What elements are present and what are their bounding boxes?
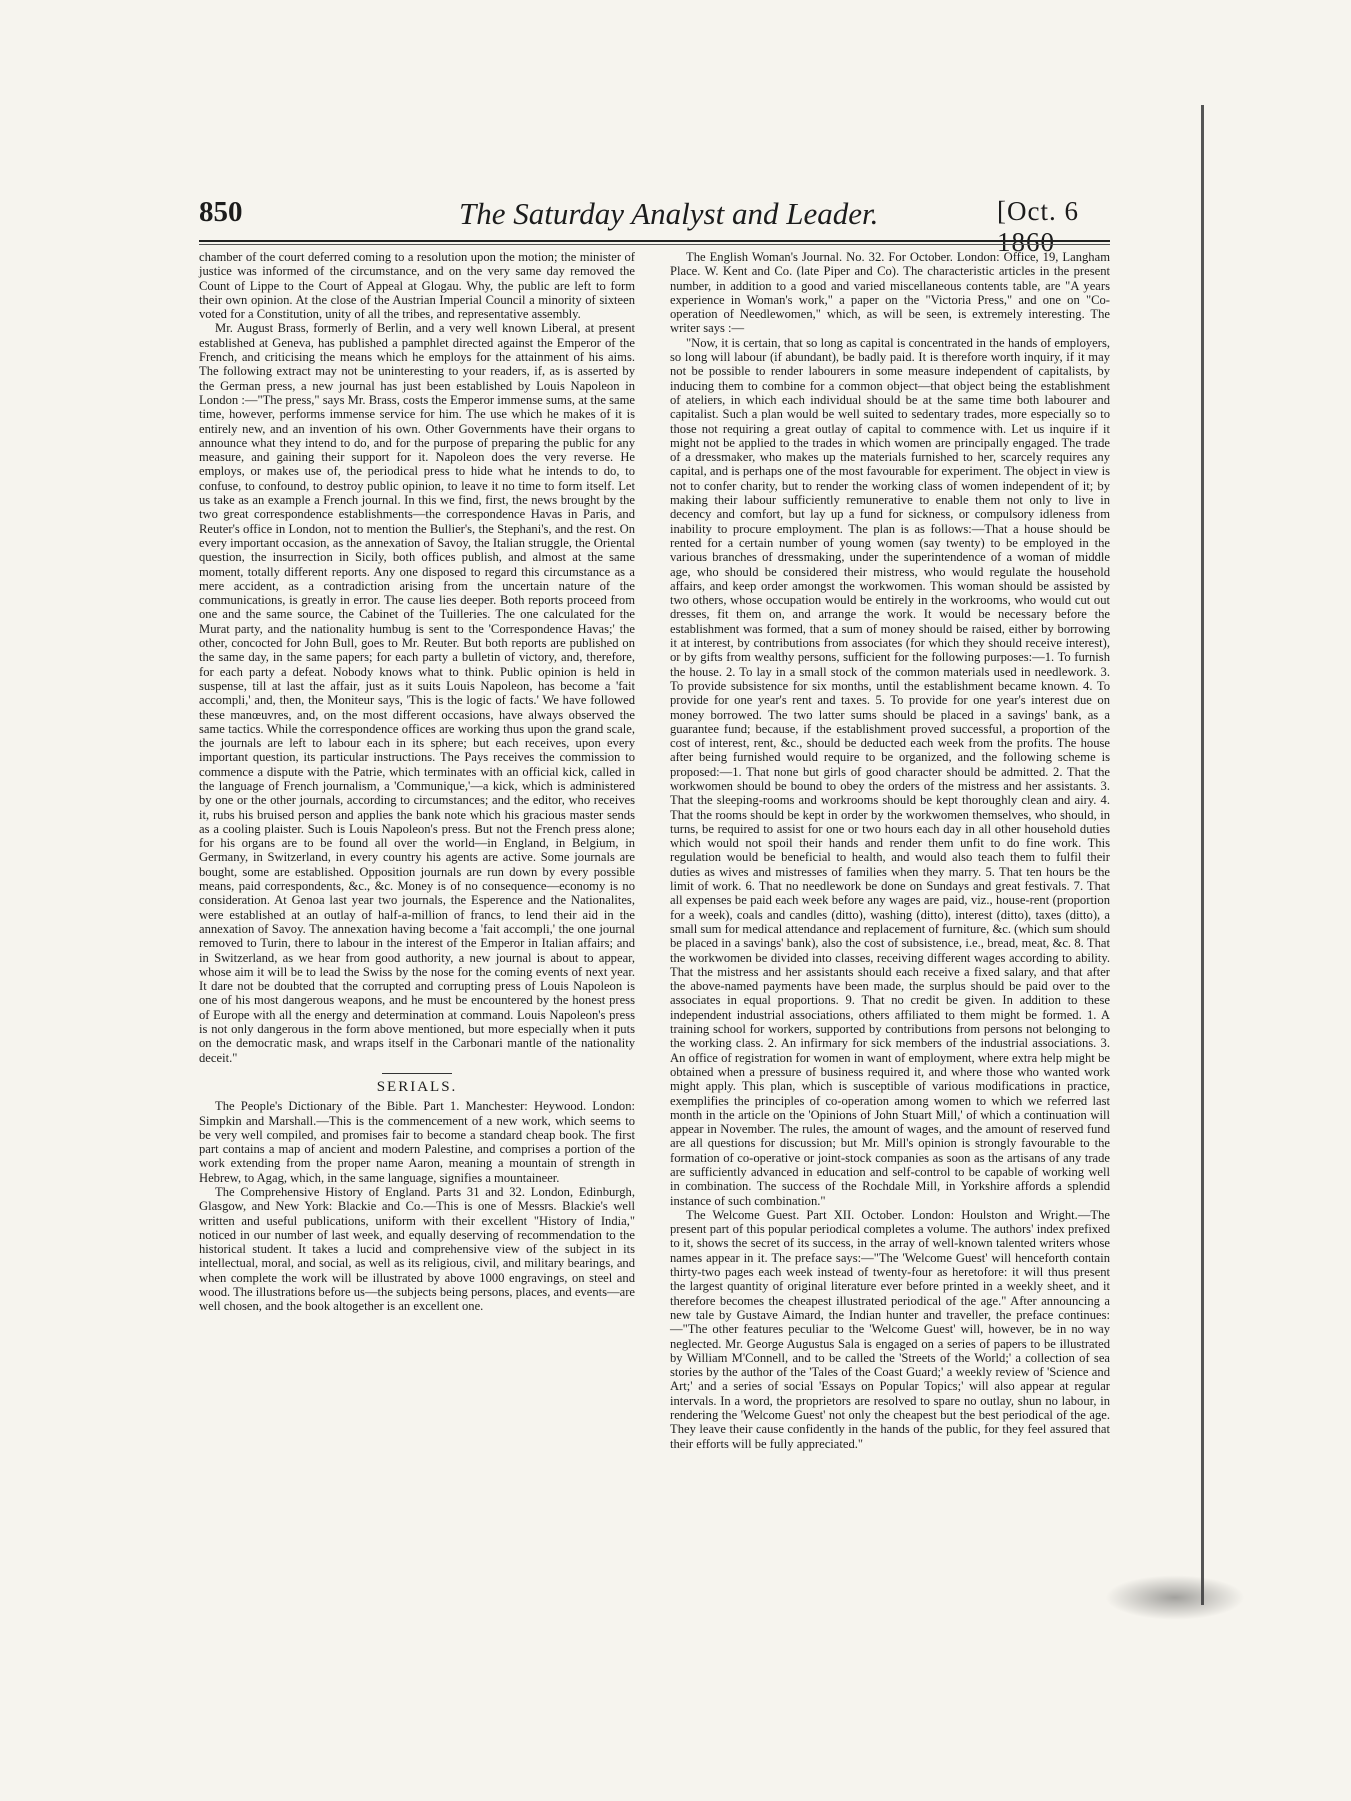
right-column — [670, 250, 1110, 1451]
serial-review: The Welcome Guest. Part XII. October. London: Houlston and Wright.—The present part of this popular periodical completes a volume. The authors' index prefixed to it, shows the secret of its success, in the array of well-known talented writers whose names appear in it. The preface says:—"The 'Welcome Guest' will henceforth contain thirty-two pages each week instead of twenty-four as heretofore: it will thus present the largest quantity of original literature ever before printed in a weekly sheet, and it therefore becomes the cheapest illustrated periodical of the age." After announcing a new tale by Gustave Aimard, the Indian hunter and traveller, the preface continues:—"The other features peculiar to the 'Welcome Guest' will, however, be in no way neglected. Mr. George Augustus Sala is engaged on a series of papers to be illustrated by William M'Connell, and to be called the 'Streets of the World;' a collection of sea stories by the author of the 'Tales of the Coast Guard;' a weekly review of 'Science and Art;' and a series of social 'Essays on Popular Topics;' will also appear at regular intervals. In a word, the proprietors are resolved to spare no outlay, shun no labour, in rendering the 'Welcome Guest' not only the cheapest but the best periodical of the age. They leave their cause confidently in the hands of the public, for they feel assured that their efforts will be fully appreciated." — [670, 1207, 1110, 1451]
publication-title: The Saturday Analyst and Leader. — [459, 196, 879, 231]
section-heading: SERIALS. — [376, 1078, 458, 1095]
section-divider — [382, 1073, 452, 1074]
article-paragraph: Mr. August Brass, formerly of Berlin, and a very well known Liberal, at present established at Geneva, has published a pamphlet directed against the Emperor of the French, and criticising the means which he employs for the attainment of his aims. The following extract may not be uninteresting to your readers, if, as is asserted by the German press, a new journal has just been established by Louis Napoleon in London :—"The press," says Mr. Brass, costs the Emperor immense sums, at the same time, however, performs immense service for him. The use which he makes of it is entirely new, and an invention of his own. Other Governments have their organs to announce what they intend to do, and for the purpose of preparing the public for any measure, and gaining their support for it. Napoleon does the very reverse. He employs, or makes use of, the periodical press to hide what he intends to do, to confuse, to confound, to destroy public opinion, to leave it no time to form itself. Let us take as an example a French journal. In this we find, first, the news brought by the two great correspondence establishments—the correspondence Havas in Paris, and Reuter's office in London, not to mention the Bullier's, the Stephani's, and the rest. On every important occasion, as the annexation of Savoy, the Italian struggle, the Oriental question, the insurrection in Sicily, both offices publish, and almost at the same moment, totally different reports. Any one disposed to regard this circumstance as a mere accident, as a contradiction arising from the uncertain nature of the communications, is greatly in error. The cause lies deeper. Both reports proceed from one and the same source, the Cabinet of the Tuilleries. The one calculated for the Murat party, and the nationality humbug is sent to the 'Correspondence Havas;' the other, concocted for John Bull, goes to Mr. Reuter. But both reports are published on the same day, in the same papers; for each party a bulletin of victory, and, therefore, for each party a defeat. Nobody knows what to think. Public opinion is held in suspense, till at last the affair, just as it suits Louis Napoleon, has become a 'fait accompli,' and, then, the Moniteur says, 'This is the logic of facts.' We have followed these manœuvres, and, on the most different occasions, have always observed the same tactics. While the correspondence offices are working thus upon the grand scale, the journals are left to labour each in its sphere; but each receives, upon every important question, its particular instructions. The Pays receives the commission to commence a dispute with the Patrie, which terminates with an official kick, called in the language of French journalism, a 'Communique,'—a kick, which is administered by one or the other journals, according to circumstances; and the editor, who receives it, rubs his bruised person and applies the bank note which his gracious master sends as a cooling plaister. Such is Louis Napoleon's press. But not the French press alone; for his organs are to be found all over the world—in England, in Belgium, in Germany, in Switzerland, in every country his agents are active. Some journals are bought, some are established. Opposition journals are run down by every possible means, paid correspondents, &c., &c. Money is of no consequence—economy is no consideration. At Genoa last year two journals, the Esperence and the Nationalites, were established at an outlay of half-a-million of francs, to lend their aid in the annexation of Savoy. The annexation having become a 'fait accompli,' the one journal removed to Turin, there to labour in the interest of the Emperor in Italian affairs; and in Switzerland, as we hear from good authority, a new journal is about to appear, whose aim it will be to lead the Swiss by the nose for the coming events of next year. It dare not be doubted that the corrupted and corrupting press of Louis Napoleon is one of his most dangerous weapons, and he must be encountered by the honest press of Europe with all the energy and determination at command. Louis Napoleon's press is not only dangerous in the form above mentioned, but more especially when it puts on the democratic mask, and wraps itself in the Carbonari mantle of the nationality deceit." — [199, 321, 635, 1065]
ink-smudge — [1105, 1575, 1245, 1620]
serial-review: The People's Dictionary of the Bible. Part 1. Manchester: Heywood. London: Simpkin and Marshall.—This is the commencement of a new work, which seems to be very well compiled, and promises fair to become a standard cheap book. The first part contains a map of ancient and modern Palestine, and comprises a portion of the work extending from the proper name Aaron, meaning a mountain of strength in Hebrew, to Agag, which, in the same language, signifies a mountaineer. — [199, 1099, 635, 1185]
header-rule-thin — [199, 244, 1110, 245]
header-rule — [199, 240, 1110, 242]
serial-review: The Comprehensive History of England. Parts 31 and 32. London, Edinburgh, Glasgow, and New York: Blackie and Co.—This is one of Messrs. Blackie's well written and useful publications, uniform with their excellent "History of India," noticed in our number of last week, and equally deserving of recommendation to the historical student. It takes a lucid and comprehensive view of the subject in its intellectual, moral, and social, as well as its religious, civil, and military bearings, and when complete the work will be illustrated by above 1000 engravings, on steel and wood. The illustrations before us—the subjects being persons, places, and events—are well chosen, and the book altogether is an excellent one. — [199, 1185, 635, 1314]
page-header — [199, 196, 1110, 257]
quoted-extract: "Now, it is certain, that so long as capital is concentrated in the hands of employers, so long will labour (if abundant), be badly paid. It is therefore worth inquiry, if it may not be possible to render labourers in some measure independent of capitalists, by inducing them to combine for a common object—that object being the establishment of ateliers, in which each individual should be at the same time both labourer and capitalist. Such a plan would be well suited to sedentary trades, more especially so to those not requiring a great outlay of capital to commence with. Let us inquire if it might not be applied to the trades in which women are principally engaged. The trade of a dressmaker, who makes up the materials furnished to her, scarcely requires any capital, and is perhaps one of the most favourable for experiment. The object in view is not to confer charity, but to render the working class of women independent of it; by making their labour sufficiently remunerative to enable them not only to live in decency and comfort, but lay up a fund for sickness, or compulsory idleness from inability to procure employment. The plan is as follows:—That a house should be rented for a certain number of young women (say twenty) to be employed in the various branches of dressmaking, under the superintendence of a woman of middle age, who should be considered their mistress, who would regulate the household affairs, and keep order amongst the workwomen. This woman should be assisted by two others, whose occupation would be entirely in the workrooms, who would cut out dresses, fit them on, and arrange the work. It would be necessary before the establishment was formed, that a sum of money should be raised, either by borrowing it at interest, by contributions from associates (for which they should receive interest), or by gifts from wealthy persons, sufficient for the following purposes:—1. To furnish the house. 2. To lay in a small stock of the common materials used in needlework. 3. To provide subsistence for six months, until the establishment became known. 4. To provide for one year's rent and taxes. 5. To provide for one year's interest due on money borrowed. The two latter sums should be placed in a savings' bank, as a guarantee fund; because, if the establishment proved successful, a proportion of the cost of interest, rent, &c., should be deducted each week from the profits. The house after being furnished would require to be organized, and the following scheme is proposed:—1. That none but girls of good character should be admitted. 2. That the workwomen should be bound to obey the orders of the mistress and her assistants. 3. That the sleeping-rooms and workrooms should be kept thoroughly clean and airy. 4. That the rooms should be kept in order by the workwomen themselves, who should, in turns, be required to assist for one or two hours each day in all other household duties which would not spoil their hands and render them unfit to do fine work. This regulation would be beneficial to health, and would also teach them to fulfil their duties as wives and mistresses of families when they marry. 5. That ten hours be the limit of work. 6. That no needlework be done on Sundays and great festivals. 7. That all expenses be paid each week before any wages are paid, viz., house-rent (proportion for a week), coals and candles (ditto), washing (ditto), interest (ditto), taxes (ditto), a small sum for medical attendance and replacement of furniture, &c. (which sum should be placed in a savings' bank), also the cost of subsistence, i.e., bread, meat, &c. 8. That the workwomen be divided into classes, receiving different wages according to ability. That the mistress and her assistants should each receive a fixed salary, and that after the above-named payments have been made, the surplus should be paid over to the associates in equal proportions. 9. That no credit be given. In addition to these independent industrial associations, others affiliated to them might be formed. 1. A training school for workers, supported by contributions from persons not belonging to the working class. 2. An infirmary for sick members of the industrial associations. 3. An office of registration for women in want of employment, where extra help might be obtained when a pressure of business required it, and where those who wanted work might apply. This plan, which is susceptible of various modifications in practice, exemplifies the principles of co-operation among women to which we referred last month in the article on the 'Opinions of John Stuart Mill,' of which a continuation will appear in November. The rules, the amount of wages, and the amount of reserved fund are all questions for discussion; but Mr. Mill's opinion is strongly favourable to the formation of co-operative or joint-stock companies as soon as the artisans of any trade are sufficiently advanced in education and self-control to be capable of working well in combination. The success of the Rochdale Mill, in Yorkshire affords a splendid instance of such combination." — [670, 335, 1110, 1208]
page-number: 850 — [199, 196, 243, 228]
left-column — [199, 250, 635, 1314]
article-paragraph: chamber of the court deferred coming to a resolution upon the motion; the minister of justice was informed of the circumstance, and on the very same day removed the Count of Lippe to the Court of Appeal at Glogau. Why, the public are left to form their own opinion. At the close of the Austrian Imperial Council a minority of sixteen voted for a Constitution, unity of all the tribes, and representative assembly. — [199, 250, 635, 322]
serial-review: The English Woman's Journal. No. 32. For October. London: Office, 19, Langham Place. W. Kent and Co. (late Piper and Co). The characteristic articles in the present number, in addition to a good and varied miscellaneous contents table, are "A years experience in Woman's work," a paper on the "Victoria Press," and one on "Co-operation of Needlewomen," which, as will be seen, is extremely interesting. The writer says :— — [670, 250, 1110, 336]
issue-date: [Oct. 6 1860 — [997, 196, 1079, 257]
page-edge-line — [1201, 105, 1204, 1605]
